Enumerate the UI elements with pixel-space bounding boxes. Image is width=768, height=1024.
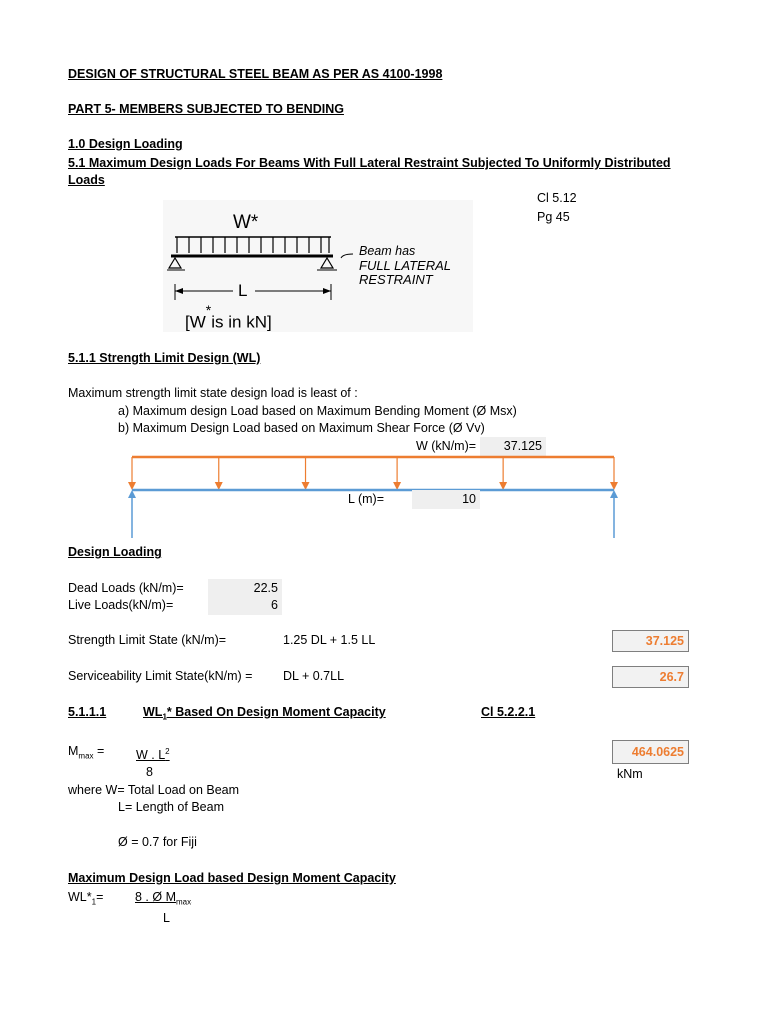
l-value: 10 [462, 492, 476, 506]
load-arrow-group [128, 457, 618, 490]
moment-clause: Cl 5.2.2.1 [481, 705, 536, 719]
where-w-note: where W= Total Load on Beam [68, 783, 240, 797]
mmax-denominator: 8 [146, 765, 153, 779]
service-state-label: Serviceability Limit State(kN/m) = [68, 669, 253, 683]
sketch-units-note: [W*is in kN] [185, 302, 272, 332]
mmax-unit: kNm [617, 767, 643, 781]
document-title: DESIGN OF STRUCTURAL STEEL BEAM AS PER AS 4100-1998 [68, 67, 443, 81]
dead-load-value: 22.5 [253, 581, 278, 595]
part-title: PART 5- MEMBERS SUBJECTED TO BENDING [68, 102, 344, 116]
strength-state-label: Strength Limit State (kN/m)= [68, 633, 227, 647]
strength-limit-intro: Maximum strength limit state design load is least of : [68, 386, 358, 400]
where-l-note: L= Length of Beam [118, 800, 224, 814]
sketch-load-label: W* [233, 212, 259, 233]
strength-limit-item-a: a) Maximum design Load based on Maximum Bending Moment (Ø Msx) [118, 404, 517, 418]
strength-state-formula: 1.25 DL + 1.5 LL [283, 633, 376, 647]
section-heading: 1.0 Design Loading [68, 137, 183, 151]
dead-load-label: Dead Loads (kN/m)= [68, 581, 184, 595]
live-load-label: Live Loads(kN/m)= [68, 598, 174, 612]
sketch-note-line1: Beam has [359, 244, 416, 258]
subsection-heading-line2: Loads [68, 173, 105, 187]
strength-limit-item-b: b) Maximum Design Load based on Maximum Shear Force (Ø Vv) [118, 421, 485, 435]
clause-reference: Cl 5.12 [537, 191, 577, 205]
sketch-note-line2: FULL LATERAL [359, 258, 452, 273]
capacity-numerator: 8 . Ø $M_{max}$ [135, 890, 192, 907]
page-reference: Pg 45 [537, 210, 570, 224]
phi-note: Ø = 0.7 for Fiji [118, 835, 197, 849]
wl-label: $WL*_1=$ [68, 890, 104, 907]
live-load-value: 6 [271, 598, 278, 612]
beam-sketch [163, 200, 473, 332]
subsection-heading-line1: 5.1 Maximum Design Loads For Beams With Full Lateral Restraint Subjected To Uniformly Distributed [68, 156, 671, 170]
strength-limit-heading: 5.1.1 Strength Limit Design (WL) [68, 351, 261, 365]
sketch-note-line3: RESTRAINT [359, 272, 433, 287]
mmax-result: 464.0625 [612, 740, 689, 764]
service-state-formula: DL + 0.7LL [283, 669, 345, 683]
service-state-result: 26.7 [612, 666, 689, 688]
strength-state-result: 37.125 [612, 630, 689, 652]
sketch-span-label: L [238, 281, 248, 300]
mmax-label: $M_{max}$ = [68, 744, 105, 761]
capacity-denominator: L [163, 911, 170, 925]
mmax-numerator: W . $L^2$ [136, 747, 170, 763]
moment-section-heading: $WL_1*$ Based On Design Moment Capacity [143, 705, 386, 722]
design-loading-heading: Design Loading [68, 545, 162, 559]
w-value: 37.125 [503, 439, 542, 453]
l-label: L (m)= [348, 492, 384, 506]
capacity-heading: Maximum Design Load based Design Moment Capacity [68, 871, 396, 885]
w-label: W (kN/m)= [416, 439, 477, 453]
moment-section-number: 5.1.1.1 [68, 705, 107, 719]
